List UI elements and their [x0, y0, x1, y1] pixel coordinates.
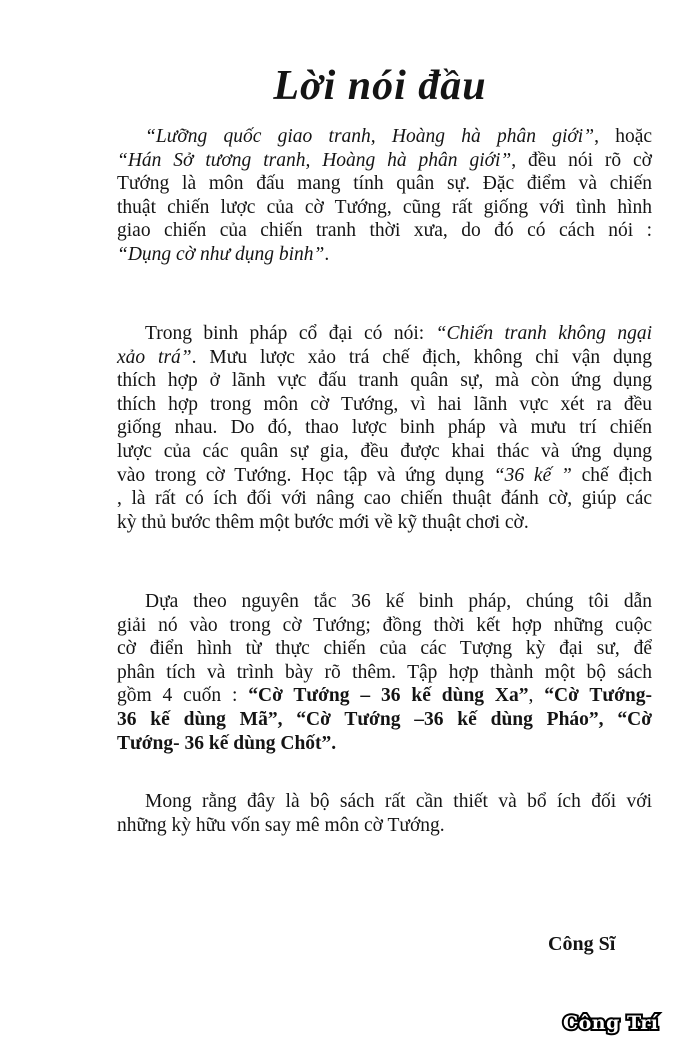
text-run: , là rất có ích đối với nâng cao chiến thuật đánh cờ, giúp các: [117, 488, 652, 510]
text-run: giao chiến của chiến tranh thời xưa, do đó có cách nói :: [117, 220, 652, 242]
paragraph-4: [117, 790, 652, 837]
text-line: [117, 614, 652, 638]
text-run: Tướng- 36 kế dùng Chốt”.: [117, 732, 337, 754]
text-line: [117, 393, 652, 417]
text-run: giải nó vào trong cờ Tướng; đồng thời kết hợp những cuộc: [117, 614, 652, 636]
text-run: giống nhau. Do đó, thao lược binh pháp và mưu trí chiến: [117, 417, 652, 439]
publisher-logo: Công Trí: [563, 1012, 659, 1034]
text-run: “Cờ Tướng-: [544, 685, 652, 707]
text-run: “Chiến tranh không ngại: [435, 323, 652, 344]
text-line: [117, 369, 652, 393]
text-run: “Hán Sở tương tranh, Hoàng hà phân giới”: [117, 149, 512, 171]
text-run: lược của các quân sự gia, đều được khai thác và ứng dụng: [117, 440, 652, 462]
text-line: [117, 219, 652, 243]
text-line: [117, 322, 652, 346]
text-run: Mong rằng đây là bộ sách rất cần thiết và bổ ích đối với: [145, 791, 652, 812]
text-run: , hoặc: [594, 126, 653, 147]
text-line: [117, 790, 652, 814]
text-line: [117, 637, 652, 661]
text-line: [117, 814, 652, 838]
text-run: .: [324, 243, 330, 265]
text-run: phân tích và trình bày rõ thêm. Tập hợp thành một bộ sách: [117, 661, 652, 683]
paragraph-3: [117, 590, 652, 755]
text-line: [117, 487, 652, 511]
text-run: “36 kế ”: [493, 464, 572, 486]
text-run: , đều nói rõ cờ: [511, 149, 652, 171]
text-run: xảo trá”: [117, 346, 192, 368]
text-run: “Cờ Tướng – 36 kế dùng Xa”: [248, 685, 529, 707]
text-run: “Dụng cờ như dụng binh”: [117, 243, 325, 265]
text-run: Tướng là môn đấu mang tính quân sự. Đặc điểm và chiến: [117, 173, 652, 195]
text-run: vào trong cờ Tướng. Học tập và ứng dụng: [117, 464, 494, 486]
text-line: [117, 464, 652, 488]
text-line: [117, 346, 652, 370]
text-line: [117, 149, 652, 173]
text-line: [117, 684, 652, 708]
text-line: [117, 708, 652, 732]
text-run: thích hợp ở lãnh vực đấu tranh quân sự, mà còn ứng dụng: [117, 370, 652, 392]
text-run: thuật chiến lược của cờ Tướng, cũng rất giống với tình hình: [117, 196, 652, 218]
text-line: [117, 440, 652, 464]
text-run: kỳ thủ bước thêm một bước mới về kỹ thuật chơi cờ.: [117, 511, 529, 533]
text-run: gồm 4 cuốn :: [117, 685, 249, 707]
text-run: chế địch: [571, 464, 653, 486]
text-run: “Lưỡng quốc giao tranh, Hoàng hà phân giới”: [145, 126, 595, 147]
text-run: Dựa theo nguyên tắc 36 kế binh pháp, chúng tôi dẫn: [145, 591, 652, 612]
text-line: [117, 125, 652, 149]
signature: Công Sĩ: [548, 933, 616, 955]
text-line: [117, 511, 652, 535]
text-run: ,: [528, 685, 545, 707]
page-title: Lời nói đầu: [273, 63, 487, 109]
text-line: [117, 172, 652, 196]
text-line: [117, 196, 652, 220]
text-run: những kỳ hữu vốn say mê môn cờ Tướng.: [117, 814, 445, 836]
text-line: [117, 732, 652, 756]
text-line: [117, 590, 652, 614]
text-line: [117, 243, 652, 267]
text-run: 36 kế dùng Mã”, “Cờ Tướng –36 kế dùng Pháo”, “Cờ: [117, 708, 652, 730]
text-run: thích hợp trong môn cờ Tướng, vì hai lãnh vực xét ra đều: [117, 393, 652, 415]
text-run: . Mưu lược xảo trá chế địch, không chỉ vận dụng: [191, 346, 652, 368]
text-run: Trong binh pháp cổ đại có nói:: [145, 323, 436, 344]
text-line: [117, 661, 652, 685]
text-line: [117, 416, 652, 440]
text-run: cờ điển hình từ thực chiến của các Tượng kỳ đại sư, để: [117, 638, 652, 660]
paragraph-1: [117, 125, 652, 267]
paragraph-2: [117, 322, 652, 534]
